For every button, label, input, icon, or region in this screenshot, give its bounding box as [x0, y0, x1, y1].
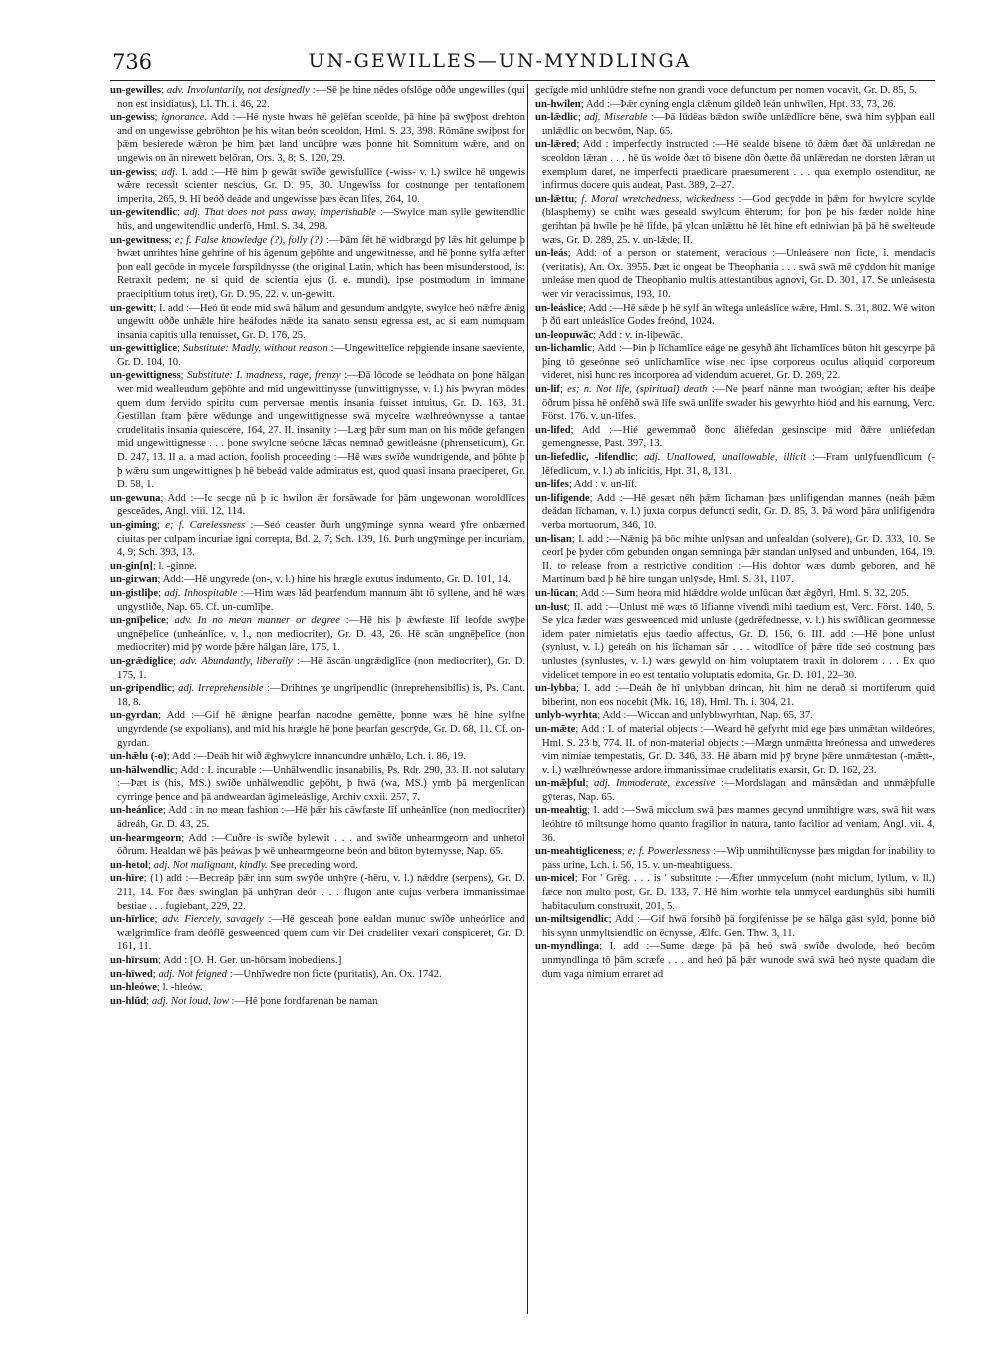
- entry-body: I. add :—Hē him þ gewāt swīðe gewisfullīce (-wiss- v. l.) swilce hē ungewis wǣre recessit scienter nescius, Gr. D. 95, 30. Ungewiss for costnunge per tentationem imperita, 265, 9. Hī beóð deáde and ungewisse þæs ēcan līfes, 264, 10.: [117, 165, 525, 205]
- dictionary-entry: un-gripendlic; adj. Irreprehensible :—Drihtnes ʒe ungrīpendlic (inreprehensibilis) is, Ps. Cant. 18, 8.: [110, 682, 525, 708]
- definition: Abundantly, liberally: [201, 654, 293, 667]
- grammar-label: adj.: [644, 451, 661, 464]
- headword: un-hearmgeorn: [110, 831, 182, 844]
- headword: un-leopuwāc: [535, 328, 594, 341]
- grammar-label: adv.: [166, 84, 185, 96]
- headword: un-gewitness: [110, 233, 169, 246]
- definition: Carelessness: [189, 519, 246, 531]
- entry-body: Add :—Cuðre is swīðe bylewit . . . and swīðe unhearmgeorn and unhetol ōðrum. Healdan wē þās þeáwas þ wē unhearmgeorne beón and būton byternysse, Nap. 65.: [117, 831, 525, 858]
- entry-body: :—Wiþ unmihtilīcnysse þæs migdan for inability to pass urine, Lch. i. 56, 15. v. un-meahtiguess.: [542, 845, 935, 871]
- left-column: [110, 84, 525, 1314]
- headword: un-gewittigness: [110, 369, 181, 382]
- column-divider: [527, 84, 528, 1314]
- headword: un-miltsigendlic: [535, 913, 609, 926]
- definition: Fiercely, savagely: [184, 913, 264, 926]
- dictionary-entry: un-hetol; adj. Not malignant, kindly. See preceding word.: [110, 858, 358, 871]
- entry-body: Add :—Hē nyste hwæs hē gelēfan sceolde, þā hine þā swȳþost drehton and on ungewisse gebrōhton þe his witan beón sceoldon, Hml. S. 23, 398. Rōmāne swiþost for þǣm besierede wǣron þe him þæt land uncūþre wæs þonne hit Somnitum wǣre, and on ungewis on ān nirewett belōran, Ors. 3, 8; S. 120, 29.: [117, 111, 525, 164]
- headword: un-lybba: [535, 682, 576, 695]
- entry-body: :—Seó ceaster ðurh ungȳminge synna weard ȳfre onbærned ciuitas per culpam incuriae igni correpta, Bd. 2, 7; Sch. 139, 16. Þurh ungȳminge per incuriam, 4, 9; Sch. 393, 13.: [117, 519, 525, 559]
- dictionary-entry: un-lǣttu; f. Moral wretchedness, wickedness :—God gecȳdde in þǣm for hwylcre scylde (blasphemy) se cniht wæs geseald swylcum ēhterum; for þon þe his fæder nolde hine gerihtan þā hwīle þe hē līfde, þā ylcan unlǣttu hē lēt hine eft edniwian þā þā hē swelteude wæs, Gr. D. 289, 25. v. un-lǣde; II.: [535, 192, 935, 246]
- entry-body: :—Hē þone fordfarenan be naman: [231, 994, 378, 1007]
- headword: un-lǣttu: [535, 192, 575, 205]
- headword: un-hīrsum: [110, 954, 159, 966]
- dictionary-entry: un-gewiss; adj. I. add :—Hē him þ gewāt swīðe gewisfullīce (-wiss- v. l.) swilce hē ungewis wǣre recessit scienter nescius, Gr. D. 95, 30. Ungewiss for costnunge per tentationem imperita, 265, 9. Hī beóð deáde and ungewisse þæs ēcan līfes, 264, 10.: [110, 165, 525, 205]
- definition: Not life, (spiritual) death: [595, 383, 708, 396]
- dictionary-entry: un-hǣlu (-o); Add :—Deáh hit wið ǣghwylcre innancundre unhǣlo, Lch. i. 86, 19.: [110, 750, 466, 763]
- entry-body: Add :—Hié gewemmað ðonc āliéfedan gesinscipe mid ðǣre unliéfedan gemengnesse, Past. 397, 13.: [542, 423, 935, 450]
- dictionary-entry: un-hlūd; adj. Not loud, low :—Hē þone fordfarenan be naman: [110, 994, 378, 1007]
- entry-body: (1) add :—Becreáp þǣr inn sum swȳðe unhȳre (-hēru, v. l.) nǣddre (serpens), Gr. D. 211, 14. For ðæs swinglan þā unhȳran deór . . . flugon ante cujus verbera immanissimae bestiae . . . fugiebant, 229, 22.: [117, 872, 525, 912]
- headword: un-hǣlu (-o): [110, 750, 167, 763]
- headword: un-gewittiglice: [110, 342, 178, 355]
- headword: un-giming: [110, 519, 157, 531]
- grammar-label: adv.: [162, 913, 180, 926]
- headword: un-gewitt: [110, 301, 154, 314]
- dictionary-entry: un-gewilles; adv. Involuntarily, not designedly :—Sē þe hine nēdes ofslōge oððe ungewilles (qui non est insidiatus), Ll. Th. i. 46, 22.: [110, 84, 525, 110]
- headword: un-hleówe: [110, 981, 157, 994]
- dictionary-entry: un-hīwed; adj. Not feigned :—Unhīwedre non ficte (puritatis), An. Ox. 1742.: [110, 967, 442, 980]
- entry-body: I. add :—Sume dæge þā þā heó swā swīðe dwolode, heó becōm unmyndlinga tō þām scræfe . . . and heó þā þǣr wunode swā swā heó nyste quadam die dum vaga nimium erraret ad: [542, 940, 935, 980]
- definition: Not malignant, kindly.: [172, 858, 268, 871]
- grammar-label: adv.: [179, 654, 198, 667]
- dictionary-entry: un-gewitendlic; adj. That does not pass away, imperishable :—Swylce man sylle gewitendlic hūs, and ungewitendlic underfō, Hml. S. 34, 298.: [110, 206, 525, 232]
- dictionary-entry: un-hīre; (1) add :—Becreáp þǣr inn sum swȳðe unhȳre (-hēru, v. l.) nǣddre (serpens), Gr. D. 211, 14. For ðæs swinglan þā unhȳran deór . . . flugon ante cujus verbera immanissimae bestiae . . . fugiebant, 229, 22.: [110, 872, 525, 912]
- headword: un-hlūd: [110, 994, 147, 1007]
- grammar-label: adj.: [153, 858, 171, 871]
- headword: un-leáslice: [535, 301, 584, 314]
- headword: un-hetol: [110, 858, 149, 871]
- headword: un-lifigende: [535, 491, 590, 504]
- headword: un-leás: [535, 247, 568, 260]
- grammar-label: es; n.: [567, 383, 592, 396]
- entry-body: I. add :—Swā micclum swā þæs mannes gecynd unmihtigre wæs, swā hit wæs leóhtre tō miltsunge homo quanto fragilior in natura, tanto facilior ad veniam, Angl. vii. 4, 36.: [542, 804, 935, 844]
- entry-body: l. -ginne.: [158, 559, 197, 572]
- entry-body: :—Hē gesceah þone ealdan munuc swīðe unheórlīce and wælgrimlīce fram deóflē gesweenced quem cum vir Dei crudeliter vexari conspiceret, Gr. D. 161, 11.: [117, 913, 525, 953]
- entry-body: gecīgde mid unhlūdre stefne non grandi voce defunctum per nomen vocavit, Gr. D. 85, 5.: [535, 84, 917, 96]
- dictionary-entry: un-micel; For ' Grēg. . . . is ' substitute :—Æfter unmycelum (noht miclum, lytlum, v. ll.) fæce non multo post, Gr. D. 133, 7. Hē him worhte tela unmycel eardunghūs sibi humili habitaculum construxit, 201, 5.: [535, 872, 935, 912]
- dictionary-entry: un-hālwendlic; Add : I. incurable :—Unhālwendlic insanabilis, Ps. Rdr. 290, 33. II. not salutary :—Þæt is (his, MS.) swīðe unhālwendlic geþōht, þ hwā (wa, MS.) ymb þā mergenlīcan cyrringe þence and þā andweardan āgimeleáslige, Archiv cxxii. 257, 7.: [110, 763, 525, 803]
- grammar-label: e; f.: [627, 845, 645, 858]
- grammar-label: adj.: [178, 682, 195, 695]
- dictionary-entry: un-gewittigness; Substitute: I. madness, rage, frenzy :—Ðā lōcode se leódhata on þone hālgan wer mid wealleudum geþōhte and mid ungewittinysse (unwittignysse, v. l.) his þwyran mōdes quem dum fervido spiritu cum perversae mentis insania fuisset intuitus, Gr. D. 163, 31. Gestillan fram þǣre wēdunge and ungewittignesse swā mycelre wælhreównysse a tantae crudelitatis insania quiescere, 164, 27. II. insanity :—Læg þǣr sum man on his mōde gefangen mid ungewittignesse . . . þone swylcne seócne lǣcas nemnað gewitleásne (phrenseticum), Gr. D. 247, 13. II a. a mad action, foolish proceeding :—Hē wæs swīðe wundrigende, and þōhte þ þ wǣru sum ungewittignes þ hē bebeád valde admiratus est, quod quasi insana praeciperet, Gr. D. 58, 1.: [110, 369, 525, 491]
- definition: ignorance.: [161, 111, 208, 124]
- entry-body: :—God gecȳdde in þǣm for hwylcre scylde (blasphemy) se cniht wæs geseald swylcum ēhterum; for þon þe his fæder nolde hine gerihtan þā hwīle þe hē līfde, þā ylcan unlǣttu hē lēt hine eft edniwian þā þā hē swelteude wæs, Gr. D. 289, 25. v. un-lǣde; II.: [542, 192, 935, 246]
- dictionary-entry: un-hleówe; l. -hleów.: [110, 981, 203, 994]
- headword: un-gin[n]: [110, 559, 153, 572]
- headword: un-gripendlic: [110, 682, 172, 695]
- entry-body: Add :—Hē sǣde þ hē sylf ān wītega unleáslīce wǣre, Hml. S. 31, 802. Wē witon þ ðū eart unleáslīce Godes freónd, 1024.: [542, 301, 935, 328]
- headword: un-gewuna: [110, 491, 161, 504]
- entry-body: Add : I. incurable :—Unhālwendlic insanabilis, Ps. Rdr. 290, 33. II. not salutary :—Þæt is (his, MS.) swīðe unhālwendlic geþōht, þ hwā (wa, MS.) ymb þā mergenlīcan cyrringe þence and þā andweardan āgimeleáslige, Archiv cxxii. 257, 7.: [117, 763, 525, 803]
- dictionary-entry: un-gin[n]; l. -ginne.: [110, 559, 197, 572]
- headword: un-hīwed: [110, 967, 153, 980]
- dictionary-entry: un-hīrsum; Add : [O. H. Ger. un-hōrsam inobediens.]: [110, 954, 342, 966]
- definition: Unallowed, unallowable, illicit: [666, 451, 807, 464]
- headword: un-mǣte: [535, 722, 576, 735]
- headword: un-hwilen: [535, 97, 581, 110]
- headword: un-meahtig: [535, 804, 588, 817]
- dictionary-entry: un-gewitt; I. add :—Heó ūt eode mid swā hālum and gesundum andgyte, swylce heó nǣfre ǣnig ungewitt oððe unhǣle hire heáfodes nǣde ita sanato sensu egressa est, ac si eam numquam insania capitis ulla tenuisset, Gr. D. 176, 25.: [110, 301, 525, 341]
- definition: False knowledge (?), folly (?): [194, 233, 323, 246]
- headword: unlyb-wyrhta: [535, 709, 598, 722]
- grammar-label: adj.: [151, 994, 169, 1007]
- dictionary-entry: un-lifigende; Add :—Hē gesæt nēh þǣm līchaman þæs unlifigendan mannes (neáh þǣm deádan līchaman, v. l.) juxta corpus defuncti sedit, Gr. D. 85, 3. Þā word þāra unlifigendra verba mortuorum, 346, 10.: [535, 491, 935, 531]
- headword: un-girwan: [110, 573, 158, 586]
- entry-body: Add :—Gif hwā forsihð þā forgifenisse þe se hālga gāst syld, þonne bið his synn unmyltsiendlic on ēcnysse, Ælfc. Gen. Thw. 3, 11.: [542, 913, 935, 939]
- dictionary-entry: un-girwan; Add:—Hē ungyrede (on-, v. l.) hine his hrægle exutus indumento, Gr. D. 101, 14.: [110, 573, 511, 586]
- headword: un-lif: [535, 383, 560, 396]
- entry-body: I. add :—Deáh ðe hī unlybban drincan, hit him ne derað si mortiferum quid biberint, non eos nocebit (Mk. 16, 18), Hml. Th. i. 304, 21.: [542, 682, 935, 708]
- header-rule: [110, 80, 935, 81]
- entry-body: Add: of a person or statement, veracious :—Unleásere non ficte, i. mendacis (veritatis), An. Ox. 3955. Þæt ic ongeat be Theophania . . . swā swā mē cȳddon hit manige unleáse men quod de Theophanio multis attestantibus agnovi, Gr. D. 301, 17. Se unleásesta wer vir veracissimus, 193, 10.: [542, 247, 935, 300]
- definition: Moral wretchedness, wickedness: [591, 192, 735, 205]
- dictionary-entry: un-meahtigliceness; e; f. Powerlessness :—Wiþ unmihtilīcnysse þæs migdan for inability to pass urine, Lch. i. 56, 15. v. un-meahtiguess.: [535, 845, 935, 871]
- entry-body: Add :—Deáh hit wið ǣghwylcre innancundre unhǣlo, Lch. i. 86, 19.: [171, 750, 466, 763]
- dictionary-entry: un-hwilen; Add :—Þǣr cyning engla clǣnum gildeð leán unhwīlen, Hpt. 33, 73, 26.: [535, 97, 896, 110]
- entry-body: Add :—Þǣr cyning engla clǣnum gildeð leán unhwīlen, Hpt. 33, 73, 26.: [585, 97, 896, 110]
- headword: un-gewitendlic: [110, 206, 178, 219]
- entry-body: Add : in no mean fashion :—Hē þǣr his cāwfæste līf unheánlīce (non mediocriter) ādreáh, Gr. D. 43, 25.: [117, 804, 525, 831]
- entry-body: II. add :—Unlust mē wæs tō lifianne vivendi mihi taedium est, Verc. Först. 140, 5. Se ylca fæder wæs gesweenced mid unluste (gedrēfednesse, v. l.) his swīðlican geornnesse idem pater nimietatis ejus taedio affectus, Gr. D. 156, 6. III. add :—Hē þone unlust (synlust, v. l.) geteáh on his līchaman sār . . . witodlīce of þǣre tīde seó costnung þæs unlustes (synlustes, v. l.) wæs gewyld on him voluptatem traxit in dolorem . . . Ex quo videlicet tempore in eo est tentatio voluptatis edomita, Gr. D. 101, 22–30.: [542, 600, 935, 681]
- dictionary-entry: un-lǣdlic; adj. Miserable :—Þā Iūdēas bǣdon swīðe unlǣdlīcre bēne, swā him syþþan eall unlǣdlic on becwōm, Nap. 65.: [535, 111, 935, 137]
- entry-body: :—Mordslagan and mānsǣdan and unmǣþfulle gȳteras, Nap. 65.: [542, 777, 935, 803]
- entry-body: Add :—Hē gesæt nēh þǣm līchaman þæs unlifigendan mannes (neáh þǣm deádan līchaman, v. l.) juxta corpus defuncti sedit, Gr. D. 85, 3. Þā word þāra unlifigendra verba mortuorum, 346, 10.: [542, 491, 935, 531]
- dictionary-entry: un-gyrdan; Add :—Gif hē ǣnigne þearfan nacodne gemētte, þonne wæs hē hine sylfne ungyrdende (se expolians), and mid his hrægle hē þone þearfan gescrȳde, Gr. D. 68, 11. Cf. on-gyrdan.: [110, 709, 525, 749]
- grammar-label: adj.: [183, 206, 201, 219]
- entry-body: I. add :—Heó ūt eode mid swā hālum and gesundum andgyte, swylce heó nǣfre ǣnig ungewitt oððe unhǣle hire heáfodes nǣde ita sanato sensu egressa est, ac si eam numquam insania capitis ulla tenuisset, Gr. D. 176, 25.: [117, 301, 525, 341]
- entry-body: Add :—Sum heora mid hlǣddre wolde unlūcan ðæt ǣgðyrl, Hml. S. 32, 205.: [580, 586, 910, 599]
- entry-body: Add : [O. H. Ger. un-hōrsam inobediens.]: [163, 954, 342, 966]
- entry-body: :—Ðā lōcode se leódhata on þone hālgan wer mid wealleudum geþōhte and mid ungewittinysse (unwittignysse, v. l.) his þwyran mōdes quem dum fervido spiritu cum perversae mentis insania fuisset intuitus, Gr. D. 163, 31. Gestillan fram þǣre wēdunge and ungewittignesse swā mycelre wælhreównysse a tantae crudelitatis insania quiescere, 164, 27. II. insanity :—Læg þǣr sum man on his mōde gefangen mid ungewittignesse . . . þone swylcne seócne lǣcas nemnað gewitleásne (phrenseticum), Gr. D. 247, 13. II a. a mad action, foolish proceeding :—Hē wæs swīðe wundrigende, and þōhte þ þ wǣru sum ungewittignes þ hē bebeád valde admiratus est, quod quasi insana praeciperet, Gr. D. 58, 1.: [117, 369, 525, 491]
- entry-body: Add :—Ic secge nū þ ic hwilon ǣr forsāwade for þām ungewonan woroldlīces gesceādes, Angl. viii. 12, 114.: [117, 491, 525, 518]
- entry-body: See preceding word.: [270, 858, 358, 871]
- headword: un-myndlinga: [535, 940, 600, 953]
- headword: un-hālwendlic: [110, 763, 175, 776]
- entry-body: Add : v. un-līf.: [573, 478, 638, 491]
- dictionary-entry: un-miltsigendlic; Add :—Gif hwā forsihð þā forgifenisse þe se hālga gāst syld, þonne bið his synn unmyltsiendlic on ēcnysse, Ælfc. Gen. Thw. 3, 11.: [535, 913, 935, 939]
- entry-body: For ' Grēg. . . . is ' substitute :—Æfter unmycelum (noht miclum, lytlum, v. ll.) fæce non multo post, Gr. D. 133, 7. Hē him worhte tela unmycel eardunghūs sibi humili habitaculum construxit, 201, 5.: [542, 872, 935, 912]
- dictionary-entry: un-leopuwāc; Add : v. in-liþewāc.: [535, 328, 683, 341]
- dictionary-entry: un-leáslice; Add :—Hē sǣde þ hē sylf ān wītega unleáslīce wǣre, Hml. S. 31, 802. Wē witon þ ðū eart unleáslīce Godes freónd, 1024.: [535, 301, 935, 328]
- running-head: UN-GEWILLES—UN-MYNDLINGA: [308, 50, 692, 72]
- headword: un-mǣþful: [535, 777, 586, 790]
- headword: un-lifed: [535, 423, 571, 436]
- dictionary-entry: [535, 84, 935, 98]
- definition: Not feigned: [177, 967, 228, 980]
- page-number: 736: [112, 50, 153, 74]
- dictionary-entry: un-lif; es; n. Not life, (spiritual) death :—Ne þearf nānne man twoógian; æfter his deáþe ōðrum þissa hē onfēhð swā līfe swā unlīfe swader his gewyrhto hiód and his earnung, Verc. Först. 176. v. un-līfes.: [535, 383, 935, 423]
- dictionary-entry: un-lybba; I. add :—Deáh ðe hī unlybban drincan, hit him ne derað si mortiferum quid biberint, non eos nocebit (Mk. 16, 18), Hml. Th. i. 304, 21.: [535, 682, 935, 708]
- dictionary-entry: un-hīrlice; adv. Fiercely, savagely :—Hē gesceah þone ealdan munuc swīðe unheórlīce and wælgrimlīce fram deóflē gesweenced quem cum vir Dei crudeliter vexari conspiceret, Gr. D. 161, 11.: [110, 913, 525, 953]
- definition: Not loud, low: [170, 994, 229, 1007]
- entry-body: :—Þā Iūdēas bǣdon swīðe unlǣdlīcre bēne, swā him syþþan eall unlǣdlic on becwōm, Nap. 65.: [542, 111, 935, 137]
- headword: un-micel: [535, 872, 575, 885]
- dictionary-entry: un-gewiss; ignorance. Add :—Hē nyste hwæs hē gelēfan sceolde, þā hine þā swȳþost drehton and on ungewisse gebrōhton þe his witan beón sceoldon, Hml. S. 23, 398. Rōmāne swiþost for þǣm besierede wǣron þe him þæt land uncūþre wæs þonne hit Somnitum wǣre, and on ungewis on ān nirewett belōran, Ors. 3, 8; S. 120, 29.: [110, 111, 525, 164]
- headword: un-gewiss: [110, 111, 155, 124]
- entry-body: :—Unhīwedre non ficte (puritatis), An. Ox. 1742.: [229, 967, 442, 980]
- headword: un-lifes: [535, 478, 569, 491]
- entry-body: :—Ne þearf nānne man twoógian; æfter his deáþe ōðrum þissa hē onfēhð swā līfe swā unlīfe swader his gewyrhto hiód and his earnung, Verc. Först. 176. v. un-līfes.: [542, 383, 935, 423]
- headword: un-heánlice: [110, 804, 163, 817]
- entry-body: Add : imperfectly instructed :—Hē sealde bisene tō ðǣm ðæt ðā unlǣredan ne sceoldon lǣran . . . hē ūs wolde ðæt tō bisene dōn ðætte ðā unlǣredan ne dorsten lǣran ut exemplum daret, ne imperfecti praedicare praesumerent . . . qua exemplo ostenditur, ne infirmus docere quis audeat, Past. 389, 2–27.: [542, 138, 935, 192]
- dictionary-entry: un-lichamlic; Add :—Þin þ līchamlīce eáge ne gesyhð āht līchamlīces būton hit gescyrpe þā þing tō geseónne seó unlīchamlīce wise nec ipse corporeus oculus aliquid corporeum videret, nisi hunc res incorporea ad videndum acueret, Gr. D. 269, 22.: [535, 342, 935, 382]
- headword: un-gewilles: [110, 84, 162, 96]
- entry-body: :—Hē his þ ǣwfæste līf leofde swȳþe ungnēþelīce (unheánlīce, v. l., non mediocriter), Gr. D. 43, 26. Hē scān ungnēþelīce (non mediocriter) mid þȳ worde þǣre hālgan lāre, 175, 1.: [117, 614, 525, 654]
- definition: Involuntarily, not designedly: [186, 84, 310, 96]
- entry-body: I. add :—Nǣnig þā bōc mihte unlȳsan and unfealdan (solvere), Gr. D. 333, 10. Se ceorl þe þyder cōm gebunden ongan semninga þǣr standan unlȳsed and unbunden, 164, 19. II. to release from a restrictive condition :—His dohtor wæs dumb geboren, and hē Martinum bæd þ hē hire tungan unlȳsde, Hml. S. 31, 1107.: [542, 532, 935, 586]
- headword: un-gyrdan: [110, 709, 159, 722]
- definition: Powerlessness: [647, 845, 710, 858]
- dictionary-entry: un-leás; Add: of a person or statement, veracious :—Unleásere non ficte, i. mendacis (veritatis), An. Ox. 3955. Þæt ic ongeat be Theophania . . . swā swā mē cȳddon hit manige unleáse men quod de Theophanio multis attestantibus agnovi, Gr. D. 301, 17. Se unleásesta wer vir veracissimus, 193, 10.: [535, 247, 935, 300]
- grammar-label: adj.: [584, 111, 601, 124]
- headword: un-gistliþe: [110, 586, 159, 599]
- grammar-label: e; f.: [174, 233, 192, 246]
- dictionary-entry: un-gewuna; Add :—Ic secge nū þ ic hwilon ǣr forsāwade for þām ungewonan woroldlīces gesceādes, Angl. viii. 12, 114.: [110, 491, 525, 518]
- entry-body: :—Þām fēt hē widbrægd þȳ lǣs hit gelumpe þ hwæt unrihtes hine gehrine of his āgenum geþōhte and ungewitnesse, and hē þonne sylfa æfter þon eall gecōde in mycele forspildnysse (the original Latin, which has been misunderstood, is: Retraxit pedem; ne si quid de scientia ejus (i. e. mundi), ipse postmodum in immane praecipitium totus iret), Gr. D. 95, 22. v. un-gewitt.: [117, 233, 525, 300]
- definition: Substitute: Madly, without reason: [183, 342, 328, 355]
- right-column: [535, 84, 935, 1314]
- entry-body: :—Sē þe hine nēdes ofslōge oððe ungewilles (qui non est insidiatus), Ll. Th. i. 46, 22.: [117, 84, 525, 110]
- entry-body: l. -hleów.: [162, 981, 203, 994]
- definition: In no mean manner or degree: [197, 614, 340, 627]
- headword: un-liefedlic, -lifendlic: [535, 451, 636, 464]
- headword: un-lisan: [535, 532, 572, 545]
- dictionary-entry: un-lisan; I. add :—Nǣnig þā bōc mihte unlȳsan and unfealdan (solvere), Gr. D. 333, 10. Se ceorl þe þyder cōm gebunden ongan semninga þǣr standan unlȳsed and unbunden, 164, 19. II. to release from a restrictive condition :—His dohtor wæs dumb geboren, and hē Martinum bæd þ hē hire tungan unlȳsde, Hml. S. 31, 1107.: [535, 532, 935, 586]
- entry-body: Add :—Wiccan and unlybbwyrhtan, Nap. 65, 37.: [602, 709, 813, 722]
- dictionary-entry: un-gistliþe; adj. Inhospitable :—Him wæs lād þearfendum mannum āht tō syllene, and hē wæs ungystliðe, Nap. 65. Cf. un-cumlīþe.: [110, 586, 525, 613]
- entry-body: :—Hē āscān ungrǣdiglīce (non mediocriter), Gr. D. 175, 1.: [117, 654, 525, 681]
- dictionary-entry: un-gewittiglice; Substitute: Madly, without reason :—Ungewittelīce reþgiende insane saeviente, Gr. D. 104, 10.: [110, 342, 525, 368]
- entry-body: :—Swylce man sylle gewitendlic hūs, and ungewitendlic underfō, Hml. S. 34, 298.: [117, 206, 525, 232]
- headword: un-hīrlice: [110, 913, 155, 926]
- dictionary-entry: un-liefedlic, -lifendlic; adj. Unallowed, unallowable, illicit :—Fram unlȳfuendlicum (-lēfedlicum, v. l.) ab inlicitis, Hpt. 31, 8, 131.: [535, 451, 935, 477]
- headword: un-gnīþelice: [110, 614, 166, 627]
- definition: Inhospitable: [183, 586, 238, 599]
- dictionary-entry: un-mǣþful; adj. Immoderate, excessive :—Mordslagan and mānsǣdan and unmǣþfulle gȳteras, Nap. 65.: [535, 777, 935, 803]
- grammar-label: f.: [581, 192, 588, 205]
- grammar-label: adv.: [174, 614, 192, 627]
- dictionary-entry: un-meahtig; I. add :—Swā micclum swā þæs mannes gecynd unmihtigre wæs, swā hit wæs leóhtre tō miltsunge homo quanto fragilior in natura, tanto facilior ad veniam, Angl. vii. 4, 36.: [535, 804, 935, 844]
- definition: Irreprehensible: [197, 682, 264, 695]
- entry-body: :—Ungewittelīce reþgiende insane saeviente, Gr. D. 104, 10.: [117, 342, 525, 368]
- definition: Miserable: [604, 111, 648, 124]
- dictionary-entry: un-lifed; Add :—Hié gewemmað ðonc āliéfedan gesinscipe mid ðǣre unliéfedan gemengnesse, Past. 397, 13.: [535, 423, 935, 450]
- headword: un-lichamlic: [535, 342, 593, 355]
- dictionary-entry: un-heánlice; Add : in no mean fashion :—Hē þǣr his cāwfæste līf unheánlīce (non mediocriter) ādreáh, Gr. D. 43, 25.: [110, 804, 525, 831]
- grammar-label: adj.: [158, 967, 175, 980]
- headword: un-hīre: [110, 872, 144, 885]
- grammar-label: adj.: [164, 586, 181, 599]
- headword: un-gewiss: [110, 165, 155, 178]
- dictionary-entry: un-giming; e; f. Carelessness :—Seó ceaster ðurh ungȳminge synna weard ȳfre onbærned ciuitas per culpam incuriae igni correpta, Bd. 2, 7; Sch. 139, 16. Þurh ungȳminge per incuriam, 4, 9; Sch. 393, 13.: [110, 519, 525, 559]
- dictionary-entry: un-lǣred; Add : imperfectly instructed :—Hē sealde bisene tō ðǣm ðæt ðā unlǣredan ne sceoldon lǣran . . . hē ūs wolde ðæt tō bisene dōn ðætte ðā unlǣredan ne dorsten lǣran ut exemplum daret, ne imperfecti praedicare praesumerent . . . qua exemplo ostenditur, ne infirmus docere quis audeat, Past. 389, 2–27.: [535, 138, 935, 192]
- grammar-label: adj.: [594, 777, 611, 790]
- entry-body: :—Him wæs lād þearfendum mannum āht tō syllene, and hē wæs ungystliðe, Nap. 65. Cf. un-cumlīþe.: [117, 586, 525, 613]
- dictionary-entry: un-hearmgeorn; Add :—Cuðre is swīðe bylewit . . . and swīðe unhearmgeorn and unhetol ōðrum. Healdan wē þās þeáwas þ wē unhearmgeorne beón and būton byternysse, Nap. 65.: [110, 831, 525, 858]
- entry-body: :—Fram unlȳfuendlicum (-lēfedlicum, v. l.) ab inlicitis, Hpt. 31, 8, 131.: [542, 451, 935, 477]
- entry-body: Add :—Gif hē ǣnigne þearfan nacodne gemētte, þonne wæs hē hine sylfne ungyrdende (se expolians), and mid his hrægle hē þone þearfan gescrȳde, Gr. D. 68, 11. Cf. on-gyrdan.: [117, 709, 525, 749]
- headword: un-lust: [535, 600, 568, 613]
- definition: Immoderate, excessive: [615, 777, 716, 790]
- dictionary-entry: un-grǣdiglice; adv. Abundantly, liberally :—Hē āscān ungrǣdiglīce (non mediocriter), Gr. D. 175, 1.: [110, 654, 525, 681]
- dictionary-entry: un-mǣte; Add : I. of material objects :—Weard hē gefyrht mid ege þæs unmǣtan wildeóres, Hml. S. 23 b, 774. II. of non-material objects :—Mægn unmǣtta hreónessa and unwederes vim nimiae tempestatis, Gr. D. 346, 33. Hē ābarn mid þȳ bryne þǣre unmǣtestan (-mǣtt-, v. l.) wælhreównesse ardore immanissimae crudelitatis exarsit, Gr. D. 162, 23.: [535, 722, 935, 776]
- entry-body: Add :—Þin þ līchamlīce eáge ne gesyhð āht līchamlīces būton hit gescyrpe þā þing tō geseónne seó unlīchamlīce wise nec ipse corporeus oculus aliquid corporeum videret, nisi hunc res incorporea ad videndum acueret, Gr. D. 269, 22.: [542, 342, 935, 382]
- dictionary-entry: un-gewitness; e; f. False knowledge (?), folly (?) :—Þām fēt hē widbrægd þȳ lǣs hit gelumpe þ hwæt unrihtes hine gehrine of his āgenum geþōhte and ungewitnesse, and hē þonne sylfa æfter þon eall gecōde in mycele forspildnysse (the original Latin, which has been misunderstood, is: Retraxit pedem; ne si quid de scientia ejus (i. e. mundi), ipse postmodum in immane praecipitium totus iret), Gr. D. 95, 22. v. un-gewitt.: [110, 233, 525, 300]
- dictionary-entry: unlyb-wyrhta; Add :—Wiccan and unlybbwyrhtan, Nap. 65, 37.: [535, 709, 813, 722]
- headword: un-lǣdlic: [535, 111, 578, 124]
- dictionary-entry: un-lifes; Add : v. un-līf.: [535, 478, 638, 491]
- headword: un-lǣred: [535, 138, 577, 151]
- dictionary-entry: un-myndlinga; I. add :—Sume dæge þā þā heó swā swīðe dwolode, heó becōm unmyndlinga tō þām scræfe . . . and heó þā þǣr wunode swā swā heó nyste quadam die dum vaga nimium erraret ad: [535, 940, 935, 980]
- grammar-label: adj.: [161, 165, 178, 178]
- definition: That does not pass away, imperishable: [204, 206, 376, 219]
- entry-body: Add:—Hē ungyrede (on-, v. l.) hine his hrægle exutus indumento, Gr. D. 101, 14.: [162, 573, 511, 586]
- entry-body: Add : v. in-liþewāc.: [598, 328, 683, 341]
- grammar-label: e; f.: [165, 519, 185, 531]
- dictionary-entry: un-gnīþelice; adv. In no mean manner or degree :—Hē his þ ǣwfæste līf leofde swȳþe ungnēþelīce (unheánlīce, v. l., non mediocriter), Gr. D. 43, 26. Hē scān ungnēþelīce (non mediocriter) mid þȳ worde þǣre hālgan lāre, 175, 1.: [110, 614, 525, 654]
- headword: un-lūcan: [535, 586, 576, 599]
- dictionary-entry: un-lūcan; Add :—Sum heora mid hlǣddre wolde unlūcan ðæt ǣgðyrl, Hml. S. 32, 205.: [535, 586, 910, 599]
- dictionary-entry: un-lust; II. add :—Unlust mē wæs tō lifianne vivendi mihi taedium est, Verc. Först. 140, 5. Se ylca fæder wæs gesweenced mid unluste (gedrēfednesse, v. l.) his swīðlican geornnesse idem pater nimietatis ejus taedio affectus, Gr. D. 156, 6. III. add :—Hē þone unlust (synlust, v. l.) geteáh on his līchaman sār . . . witodlīce of þǣre tīde seó costnung þæs unlustes (synlustes, v. l.) wæs gewyld on him voluptatem traxit in dolorem . . . Ex quo videlicet tempore in eo est tentatio voluptatis edomita, Gr. D. 101, 22–30.: [535, 600, 935, 681]
- headword: un-meahtigliceness: [535, 845, 622, 858]
- entry-body: :—Drihtnes ʒe ungrīpendlic (inreprehensibilis) is, Ps. Cant. 18, 8.: [117, 682, 525, 708]
- definition: Substitute: I. madness, rage, frenzy: [187, 369, 341, 382]
- entry-body: Add : I. of material objects :—Weard hē gefyrht mid ege þæs unmǣtan wildeóres, Hml. S. 23 b, 774. II. of non-material objects :—Mægn unmǣtta hreónessa and unwederes vim nimiae tempestatis, Gr. D. 346, 33. Hē ābarn mid þȳ bryne þǣre unmǣtestan (-mǣtt-, v. l.) wælhreównesse ardore immanissimae crudelitatis exarsit, Gr. D. 162, 23.: [542, 722, 935, 776]
- headword: un-grǣdiglice: [110, 654, 173, 667]
